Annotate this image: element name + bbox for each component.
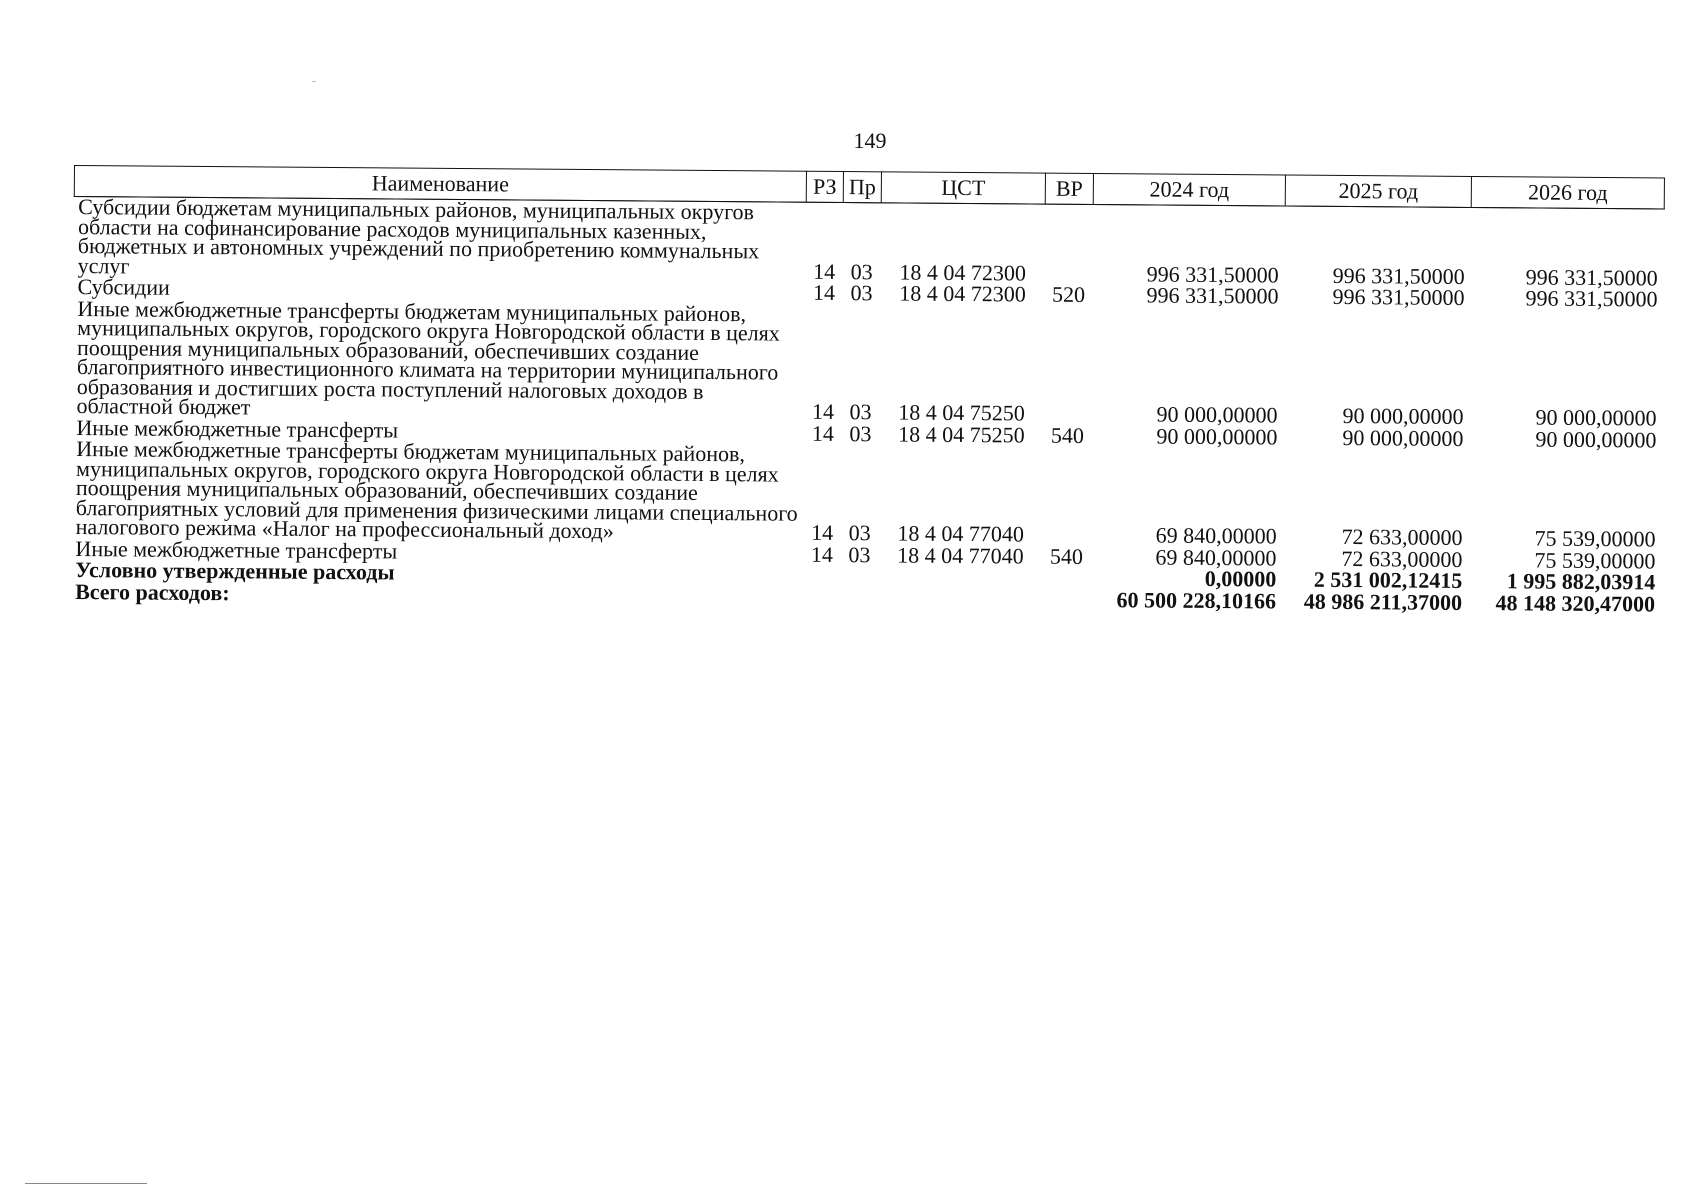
row-2024: 90 000,00000: [1156, 401, 1278, 428]
row-rz: [803, 564, 840, 586]
row-name: Иные межбюджетные трансферты бюджетам муниципальных районов, муниципальных округов, городского округа Новгородской области в целях поощрения муниципальных образований, обеспечивших создание благоприятных условий для применения физическими лицами специального налогового режима «Налог на профессиональный доход»: [75, 436, 798, 544]
row-pr: [840, 564, 878, 586]
row-2025: 90 000,00000: [1342, 424, 1464, 451]
row-2024: 60 500 228,10166: [1116, 586, 1277, 613]
row-vr: [1043, 445, 1092, 545]
row-2025: 72 633,00000: [1341, 523, 1463, 550]
row-2025: 2 531 002,12415: [1313, 566, 1463, 593]
row-2025: 996 331,50000: [1332, 283, 1465, 310]
row-cst: 18 4 04 75250: [898, 420, 1025, 447]
row-cst: 18 4 04 77040: [897, 520, 1024, 547]
row-vr: 520: [1051, 281, 1086, 307]
row-rz: 14: [813, 258, 836, 284]
row-rz: 14: [811, 519, 834, 545]
row-2026: 48 148 320,47000: [1495, 589, 1656, 616]
row-2025: 90 000,00000: [1342, 402, 1464, 429]
row-pr: 03: [848, 520, 871, 546]
row-cst: 18 4 04 77040: [897, 541, 1024, 568]
table-row: [72, 437, 1663, 549]
row-2026: 90 000,00000: [1535, 404, 1657, 431]
row-2026: 90 000,00000: [1535, 425, 1657, 452]
row-cst: [878, 586, 1042, 609]
row-2024: 996 331,50000: [1146, 260, 1279, 287]
row-vr: 540: [1049, 543, 1084, 569]
budget-table: [71, 165, 1665, 616]
row-2024: 69 840,00000: [1155, 544, 1277, 570]
row-pr: 03: [849, 420, 872, 446]
scan-speck: [312, 81, 316, 82]
row-2024: 90 000,00000: [1156, 423, 1278, 449]
row-2025: 996 331,50000: [1332, 262, 1465, 289]
row-2026: 1 995 882,03914: [1506, 568, 1656, 595]
budget-table-container: [71, 165, 1664, 616]
row-rz: 14: [812, 279, 836, 305]
row-2026: 75 539,00000: [1534, 546, 1656, 573]
row-pr: 03: [849, 399, 872, 425]
row-pr: 03: [848, 541, 871, 567]
header-2026: 2026 год: [1471, 176, 1664, 209]
page-number: 149: [853, 128, 887, 153]
row-2025: 48 986 211,37000: [1303, 588, 1463, 615]
row-rz: [803, 585, 840, 607]
table-row: [74, 197, 1665, 288]
row-name: Условно утвержденные расходы: [75, 557, 395, 585]
row-name: Иные межбюджетные трансферты: [75, 535, 398, 564]
row-rz: 14: [810, 541, 834, 567]
row-vr: 540: [1050, 422, 1085, 448]
row-cst: 18 4 04 72300: [899, 258, 1027, 285]
row-name: Иные межбюджетные трансферты бюджетам муниципальных районов, муниципальных округов, городского округа Новгородской области в целях поощрения муниципальных образований, обеспечивших создание благоприятного инвестиционного климата на территории муниципального образования и достигших роста поступлений налоговых доходов в областной бюджет: [76, 295, 780, 420]
row-2024: 69 840,00000: [1155, 522, 1277, 549]
row-2026: 996 331,50000: [1525, 285, 1658, 312]
row-name: Субсидии бюджетам муниципальных районов, муниципальных округов области на софинансирование расходов муниципальных казенных, бюджетных и автономных учреждений по приобретению коммунальных услуг: [77, 194, 760, 278]
table-row: [73, 296, 1664, 427]
header-2024: 2024 год: [1093, 174, 1285, 207]
row-cst: 18 4 04 75250: [898, 399, 1025, 426]
header-rz: РЗ: [806, 171, 843, 202]
row-name: Субсидии: [77, 274, 170, 300]
header-name: Наименование: [74, 166, 806, 203]
row-vr: [1045, 204, 1094, 283]
header-cst: ЦСТ: [881, 172, 1045, 204]
row-rz: 14: [811, 420, 835, 446]
row-vr: [1042, 587, 1090, 609]
row-pr: 03: [850, 280, 873, 306]
row-name: Иные межбюджетные трансферты: [76, 414, 399, 443]
row-pr: 03: [850, 258, 873, 284]
row-2025: 72 633,00000: [1341, 545, 1463, 572]
row-2026: 75 539,00000: [1534, 525, 1656, 552]
header-vr: ВР: [1045, 173, 1093, 204]
row-2024: 996 331,50000: [1146, 282, 1279, 309]
row-pr: [840, 586, 878, 608]
row-rz: 14: [811, 398, 835, 424]
header-2025: 2025 год: [1285, 175, 1471, 207]
row-2024: 0,00000: [1204, 565, 1277, 592]
scan-edge-line: [25, 1183, 147, 1184]
header-pr: Пр: [843, 172, 881, 203]
row-name: Всего расходов:: [75, 578, 230, 605]
row-vr: [1044, 304, 1093, 423]
row-cst: 18 4 04 72300: [899, 280, 1026, 307]
row-vr: [1042, 566, 1090, 588]
row-2026: 996 331,50000: [1525, 263, 1658, 290]
